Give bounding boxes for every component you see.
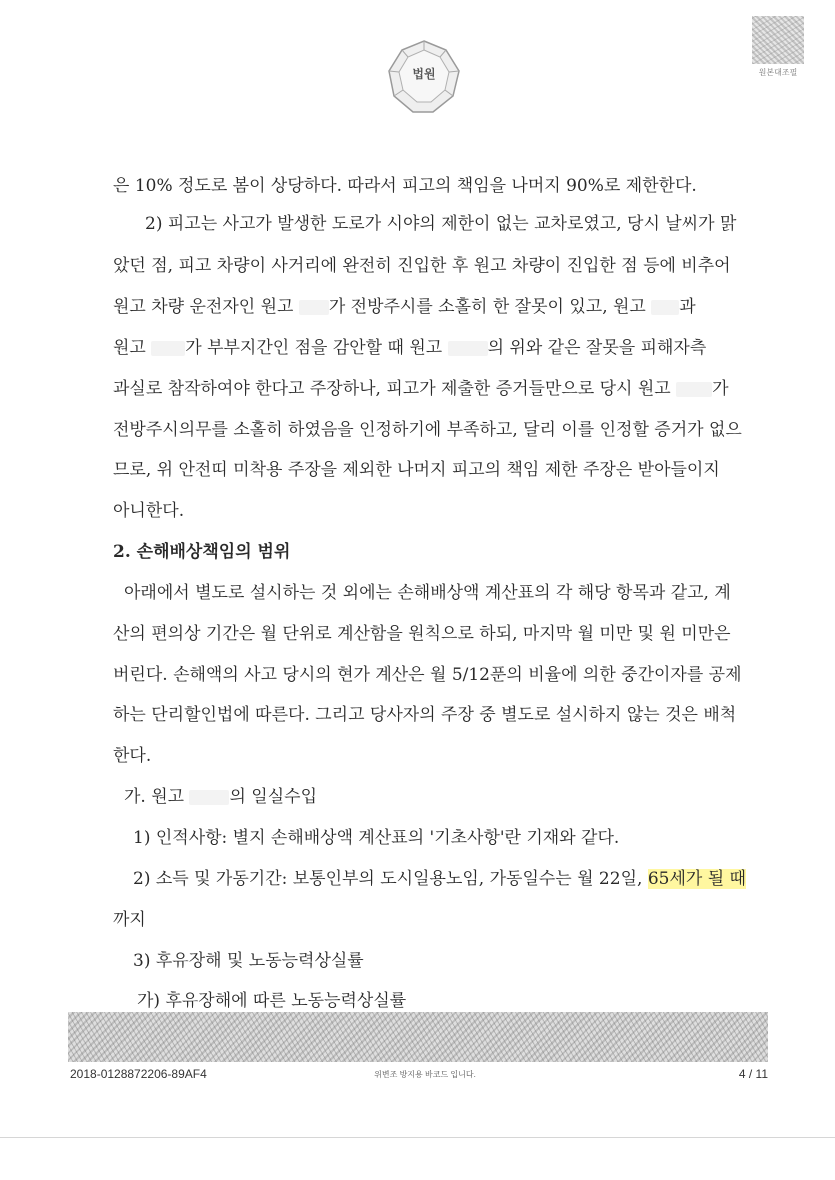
body-line: 았던 점, 피고 차량이 사거리에 완전히 진입한 후 원고 차량이 진입한 점 등에 비추어 bbox=[113, 256, 731, 276]
verification-label: 원본대조필 bbox=[758, 68, 798, 77]
body-text: 과실로 참작하여야 한다고 주장하나, 피고가 제출한 증거들만으로 당시 원고 bbox=[113, 379, 677, 399]
body-text: 가 부부지간인 점을 감안할 때 원고 bbox=[185, 338, 448, 358]
list-item: 1) 인적사항: 별지 손해배상액 계산표의 '기초사항'란 기재와 같다. bbox=[133, 828, 620, 848]
page-number: 4 / 11 bbox=[738, 1067, 768, 1081]
document-number: 2018-0128872206-89AF4 bbox=[70, 1067, 207, 1081]
body-line bbox=[113, 295, 696, 319]
subsection-heading bbox=[124, 785, 317, 809]
body-text: 가 bbox=[712, 379, 729, 399]
body-text: 2) 소득 및 가동기간: 보통인부의 도시일용노임, 가동일수는 월 22일, bbox=[133, 869, 648, 889]
body-line: 아래에서 별도로 설시하는 것 외에는 손해배상액 계산표의 각 해당 항목과 같고, 계 bbox=[124, 583, 731, 603]
court-seal bbox=[385, 38, 463, 116]
highlighted-text: 65세가 될 때 bbox=[647, 869, 746, 889]
body-text: 원고 차량 운전자인 원고 bbox=[113, 297, 299, 317]
list-item bbox=[133, 867, 746, 891]
redacted-name bbox=[189, 790, 229, 805]
page-divider bbox=[0, 1137, 835, 1138]
barcode-notice: 위변조 방지용 바코드 입니다. bbox=[374, 1070, 476, 1079]
body-line bbox=[113, 377, 729, 401]
body-line: 버린다. 손해액의 사고 당시의 현가 계산은 월 5/12푼의 비율에 의한 중간이자를 공제 bbox=[113, 665, 742, 685]
body-text: 가 전방주시를 소홀히 한 잘못이 있고, 원고 bbox=[328, 297, 652, 317]
verification-code-image bbox=[752, 16, 804, 64]
body-line: 하는 단리할인법에 따른다. 그리고 당사자의 주장 중 별도로 설시하지 않는 것은 배척 bbox=[113, 705, 737, 725]
body-line: 므로, 위 안전띠 미착용 주장을 제외한 나머지 피고의 책임 제한 주장은 받아들이지 bbox=[113, 460, 720, 480]
body-line bbox=[113, 336, 706, 360]
body-text: 의 일실수입 bbox=[229, 787, 317, 807]
court-seal-label: 법원 bbox=[412, 67, 436, 81]
body-text: 원고 bbox=[113, 338, 152, 358]
body-line: 은 10% 정도로 봄이 상당하다. 따라서 피고의 책임을 나머지 90%로 제한한다. bbox=[113, 176, 697, 196]
list-item: 3) 후유장해 및 노동능력상실률 bbox=[133, 951, 364, 971]
body-line: 산의 편의상 기간은 월 단위로 계산함을 원칙으로 하되, 마지막 월 미만 및 원 미만은 bbox=[113, 624, 731, 644]
redacted-name bbox=[299, 300, 329, 315]
body-text: 가. 원고 bbox=[124, 787, 190, 807]
body-text: 의 위와 같은 잘못을 피해자측 bbox=[487, 338, 707, 358]
anti-forgery-barcode bbox=[68, 1012, 768, 1062]
body-text: 과 bbox=[679, 297, 696, 317]
list-item: 가) 후유장해에 따른 노동능력상실률 bbox=[137, 991, 407, 1011]
redacted-name bbox=[651, 300, 679, 315]
redacted-name bbox=[448, 341, 488, 356]
section-heading: 2. 손해배상책임의 범위 bbox=[113, 542, 291, 562]
body-line: 전방주시의무를 소홀히 하였음을 인정하기에 부족하고, 달리 이를 인정할 증거가 없으 bbox=[113, 420, 742, 440]
redacted-name bbox=[151, 341, 185, 356]
body-line: 2) 피고는 사고가 발생한 도로가 시야의 제한이 없는 교차로였고, 당시 날씨가 맑 bbox=[145, 214, 737, 234]
body-line: 아니한다. bbox=[113, 501, 185, 521]
body-line: 까지 bbox=[113, 910, 146, 930]
redacted-name bbox=[676, 382, 712, 397]
body-line: 한다. bbox=[113, 746, 152, 766]
